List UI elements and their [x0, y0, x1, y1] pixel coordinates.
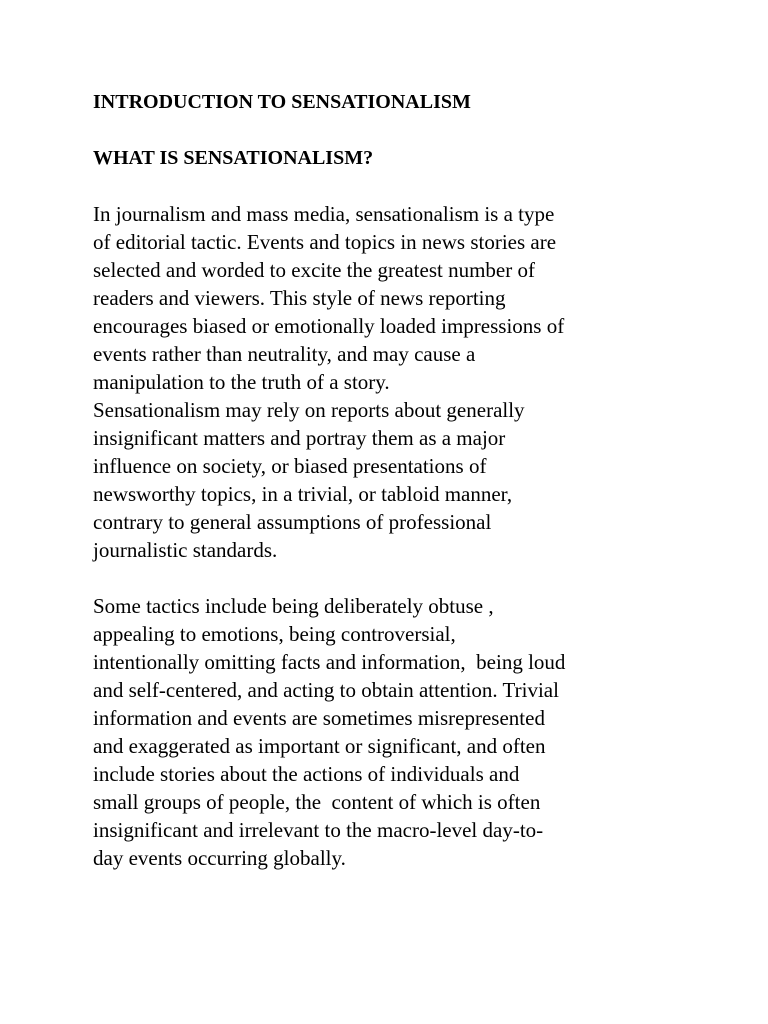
text-line: include stories about the actions of individuals and	[93, 762, 520, 786]
text-line: intentionally omitting facts and information, being loud	[93, 650, 566, 674]
paragraph-spacer	[93, 564, 693, 592]
paragraph-2	[93, 396, 693, 564]
text-line: insignificant and irrelevant to the macro-level day-to-	[93, 818, 544, 842]
text-line: information and events are sometimes misrepresented	[93, 706, 545, 730]
text-line: contrary to general assumptions of professional	[93, 510, 492, 534]
document-title: INTRODUCTION TO SENSATIONALISM	[93, 91, 471, 113]
text-line: readers and viewers. This style of news reporting	[93, 286, 506, 310]
text-line: Some tactics include being deliberately obtuse ,	[93, 594, 494, 618]
text-line: appealing to emotions, being controversial,	[93, 622, 456, 646]
text-line: day events occurring globally.	[93, 846, 346, 870]
text-line: events rather than neutrality, and may cause a	[93, 342, 476, 366]
text-line: Sensationalism may rely on reports about generally	[93, 398, 525, 422]
text-line: selected and worded to excite the greatest number of	[93, 258, 535, 282]
text-line: and exaggerated as important or significant, and often	[93, 734, 546, 758]
paragraph-3	[93, 592, 693, 872]
text-line: manipulation to the truth of a story.	[93, 370, 390, 394]
text-line: small groups of people, the content of which is often	[93, 790, 541, 814]
text-line: encourages biased or emotionally loaded impressions of	[93, 314, 565, 338]
text-line: In journalism and mass media, sensationalism is a type	[93, 202, 555, 226]
section-heading: WHAT IS SENSATIONALISM?	[93, 147, 374, 169]
text-line: of editorial tactic. Events and topics in news stories are	[93, 230, 557, 254]
paragraph-1	[93, 200, 693, 396]
text-line: journalistic standards.	[93, 538, 278, 562]
document-body	[93, 88, 693, 872]
text-line: and self-centered, and acting to obtain attention. Trivial	[93, 678, 559, 702]
text-line: influence on society, or biased presentations of	[93, 454, 487, 478]
text-line: newsworthy topics, in a trivial, or tabloid manner,	[93, 482, 513, 506]
text-line: insignificant matters and portray them as a major	[93, 426, 506, 450]
